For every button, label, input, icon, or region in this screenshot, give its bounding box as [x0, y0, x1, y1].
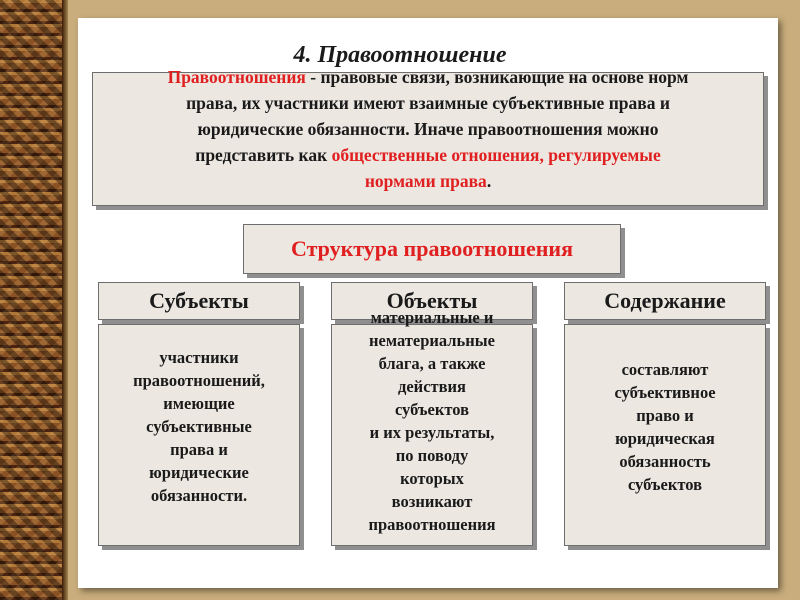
definition-line-4: представить как: [195, 145, 332, 165]
definition-line-3: юридические обязанности. Иначе правоотношения можно: [197, 119, 659, 139]
definition-end: .: [486, 171, 492, 191]
objects-heading: Объекты: [386, 288, 478, 313]
content-line: составляют: [621, 360, 709, 379]
objects-line: возникают: [391, 492, 473, 511]
content-heading: Содержание: [604, 288, 726, 313]
structure-heading: Структура правоотношения: [291, 236, 573, 261]
subjects-line: обязанности.: [150, 486, 248, 505]
border-edge: [62, 0, 68, 600]
definition-line-1: - правовые связи, возникающие на основе норм: [305, 67, 689, 87]
definition-highlight-1: общественные отношения, регулируемые: [331, 145, 661, 165]
content-line: право и: [636, 406, 694, 425]
definition-highlight-2: нормами права: [364, 171, 487, 191]
content-line: юридическая: [615, 429, 715, 448]
content-line: обязанность: [619, 452, 711, 471]
decorative-border: [0, 0, 62, 600]
subjects-line: правоотношений,: [133, 371, 265, 390]
subjects-line: юридические: [149, 463, 249, 482]
subjects-line: участники: [159, 348, 239, 367]
objects-line: действия: [398, 377, 466, 396]
objects-line: которых: [400, 469, 464, 488]
objects-line: субъектов: [394, 400, 470, 419]
content-line: субъектов: [627, 475, 703, 494]
content-line: субъективное: [614, 383, 716, 402]
objects-line: и их результаты,: [369, 423, 495, 442]
objects-line: по поводу: [395, 446, 469, 465]
objects-line: блага, а также: [378, 354, 486, 373]
definition-line-2: права, их участники имеют взаимные субъективные права и: [186, 93, 670, 113]
subjects-text: [98, 346, 300, 507]
objects-line: правоотношения: [368, 515, 496, 534]
objects-text: [331, 306, 533, 536]
subjects-line: права и: [170, 440, 228, 459]
slide-title: 4. Правоотношение: [293, 42, 507, 68]
content-text: [564, 358, 766, 496]
objects-line: нематериальные: [369, 331, 495, 350]
subjects-line: субъективные: [146, 417, 252, 436]
definition-term: Правоотношения: [167, 67, 306, 87]
subjects-line: имеющие: [163, 394, 235, 413]
objects-line: материальные и: [370, 308, 494, 327]
definition-text: [92, 64, 764, 194]
subjects-heading: Субъекты: [149, 288, 249, 313]
